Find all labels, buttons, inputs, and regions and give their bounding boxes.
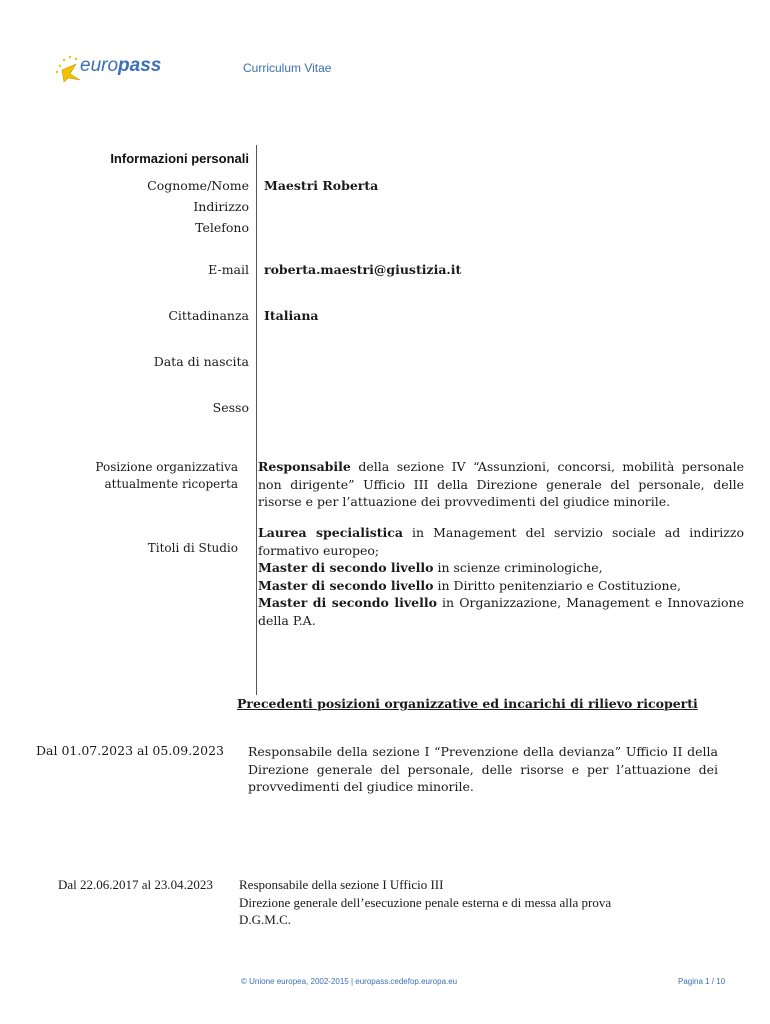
label-email: E-mail xyxy=(208,262,249,277)
study-item: Master di secondo livello in scienze criminologiche, xyxy=(258,560,603,575)
footer-page-number: Pagina 1 / 10 xyxy=(678,977,726,986)
study-item: Master di secondo livello in Organizzazione, Management e Innovazione della P.A. xyxy=(258,595,744,628)
study-item: Laurea specialistica in Management del servizio sociale ad indirizzo formativo europeo; xyxy=(258,525,744,558)
current-position-text: Responsabile della sezione IV “Assunzioni, concorsi, mobilità personale non dirigente” Ufficio III della Direzione generale del personale, delle risorse e per l’attuazione dei provvedimenti del giudice minorile. xyxy=(258,459,744,509)
label-name: Cognome/Nome xyxy=(147,178,249,193)
logo-wordmark: europass xyxy=(80,55,162,76)
study-item: Master di secondo livello in Diritto penitenziario e Costituzione, xyxy=(258,577,681,593)
stars-icon xyxy=(56,56,80,82)
entry-text: Responsabile della sezione I “Prevenzione della devianza” Ufficio II della Direzione generale del personale, delle risorse e per l’attuazione dei provvedimenti del giudice minorile. xyxy=(248,744,718,794)
label-current-position: Posizione organizzativa attualmente ricoperta xyxy=(95,460,238,491)
previous-positions-title: Precedenti posizioni organizzative ed incarichi di rilievo ricoperti xyxy=(237,696,698,711)
label-address: Indirizzo xyxy=(193,199,249,214)
value-email: roberta.maestri@giustizia.it xyxy=(264,262,462,277)
label-studies: Titoli di Studio xyxy=(147,541,238,555)
entry-text: Responsabile della sezione I Ufficio III Direzione generale dell’esecuzione penale esterna e di messa alla prova D.G.M.C. xyxy=(239,877,612,927)
label-sex: Sesso xyxy=(212,400,249,415)
footer-copyright: © Unione europea, 2002-2015 | europass.cedefop.europa.eu xyxy=(241,977,458,986)
value-citizenship: Italiana xyxy=(264,308,319,323)
document-title: Curriculum Vitae xyxy=(243,61,332,75)
entry-date: Dal 22.06.2017 al 23.04.2023 xyxy=(58,877,213,892)
studies-list xyxy=(258,524,744,629)
section-title-personal: Informazioni personali xyxy=(110,151,249,166)
label-citizenship: Cittadinanza xyxy=(168,308,249,323)
value-name: Maestri Roberta xyxy=(264,178,379,193)
entry-date: Dal 01.07.2023 al 05.09.2023 xyxy=(36,743,224,758)
label-phone: Telefono xyxy=(195,220,249,235)
column-divider xyxy=(256,145,257,695)
label-birthdate: Data di nascita xyxy=(153,354,249,369)
